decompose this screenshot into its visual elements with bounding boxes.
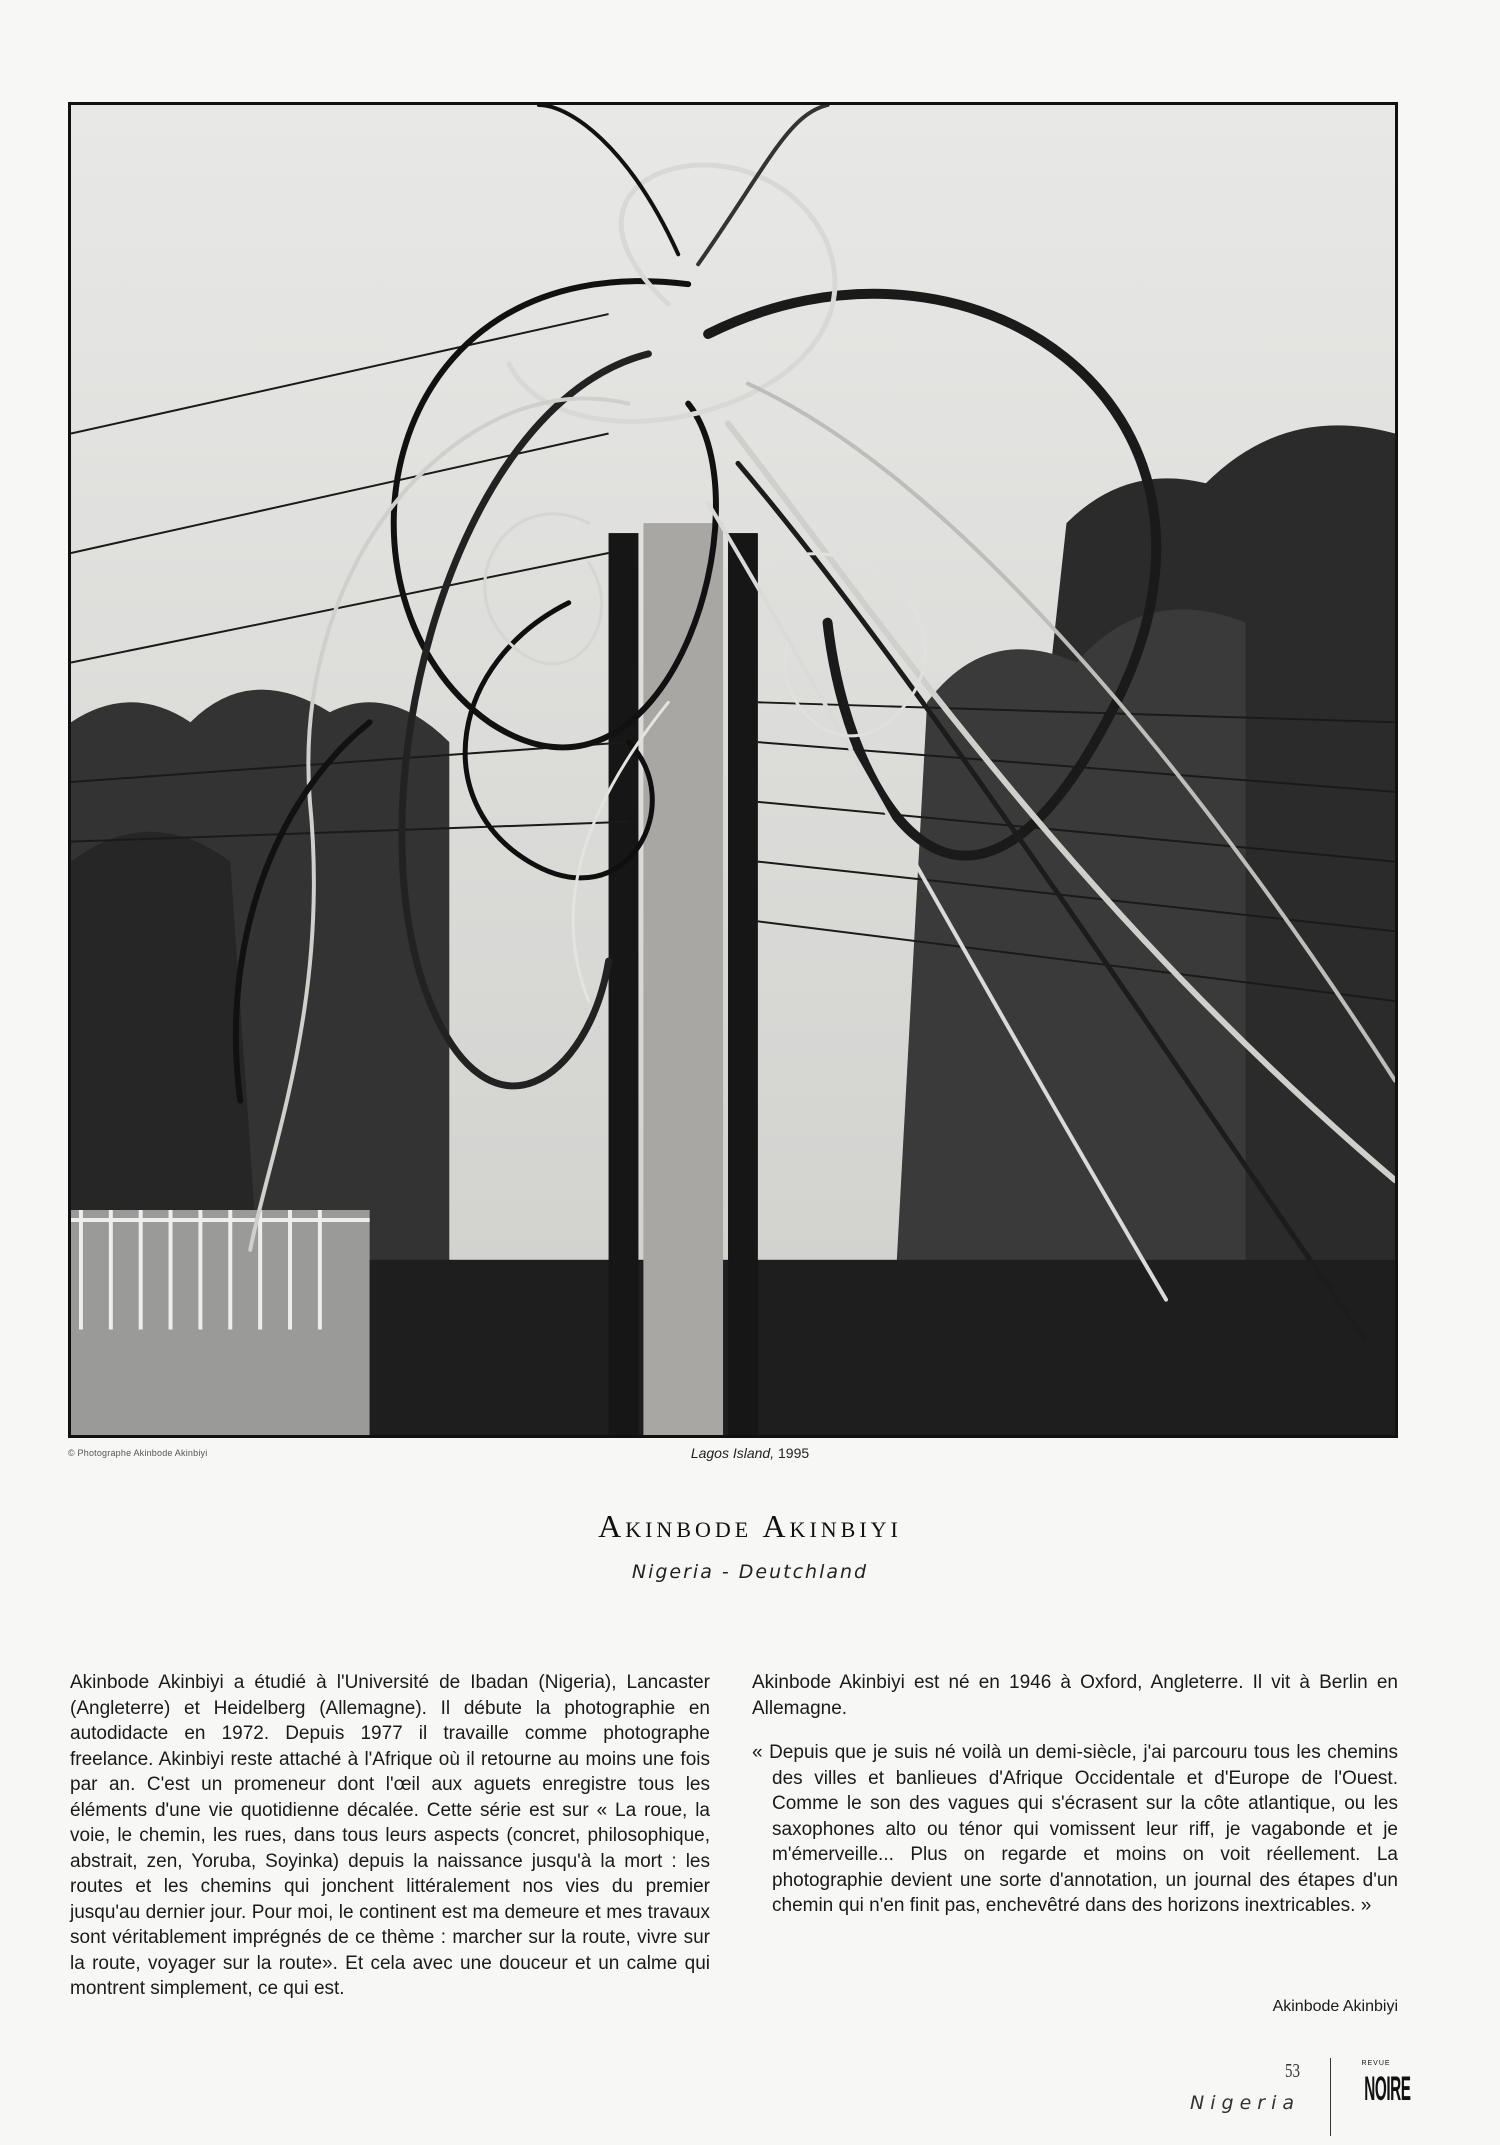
- photo-caption: [0, 1445, 1500, 1461]
- left-column: [70, 1670, 710, 2021]
- right-column: [752, 1670, 1398, 1938]
- revue-noire-logo: [1350, 2060, 1411, 2110]
- logo-main-text: NOIRE: [1364, 2070, 1411, 2108]
- intro-paragraph: Akinbode Akinbiyi a étudié à l'Université de Ibadan (Nigeria), Lancaster (Angleterre) et Heidelberg (Allemagne). Il débute la photographie en autodidacte en 1972. Depuis 1977 il travaille comme photographe freelance. Akinbiyi reste attaché à l'Afrique où il retourne au moins une fois par an. C'est un promeneur dont l'œil aux aguets enregistre tous les éléments d'une vie quotidienne décalée. Cette série est sur « La roue, la voie, le chemin, les rues, dans tous leurs aspects (concret, philosophique, abstrait, zen, Yoruba, Soyinka) depuis la naissance jusqu'à la mort : les routes et les chemins qui jonchent littéralement nos vies du premier jusqu'au dernier jour. Pour moi, le continent est ma demeure et mes travaux sont véritablement imprégnés de ce thème : marcher sur la route, vivre sur la route, voyager sur la route». Et cela avec une douceur et un calme qui montrent simplement, ce qui est.: [70, 1672, 710, 1999]
- photo-illustration: [71, 105, 1395, 1435]
- caption-year: 1995: [778, 1445, 810, 1461]
- page-title: Akinbode Akinbiyi: [598, 1508, 902, 1544]
- photo-credit: © Photographe Akinbode Akinbiyi: [68, 1448, 208, 1458]
- signature: Akinbode Akinbiyi: [1272, 1998, 1398, 2015]
- bio-paragraph: Akinbode Akinbiyi est né en 1946 à Oxford, Angleterre. Il vit à Berlin en Allemagne.: [752, 1672, 1398, 1719]
- logo-small-text: REVUE: [1361, 2060, 1391, 2067]
- page-number: 53: [1285, 2060, 1300, 2082]
- photograph-lagos-island: [68, 102, 1398, 1438]
- page-subtitle: Nigeria - Deutchland: [631, 1561, 869, 1583]
- section-label: Nigeria: [1190, 2092, 1300, 2114]
- quote-paragraph: « Depuis que je suis né voilà un demi-siècle, j'ai parcouru tous les chemins des villes et banlieues d'Afrique Occidentale et d'Europe de l'Ouest. Comme le son des vagues qui s'écrasent sur la côte atlantique, ou les saxophones alto ou ténor qui vomissent leur riff, je vagabonde et je m'émerveille... Plus on regarde et moins on voit réellement. La photographie devient une sorte d'annotation, un journal des étapes d'un chemin qui n'en finit pas, enchevêtré dans des horizons inextricables. »: [752, 1742, 1398, 1916]
- caption-title: Lagos Island,: [690, 1445, 775, 1461]
- footer-divider: [1330, 2058, 1331, 2136]
